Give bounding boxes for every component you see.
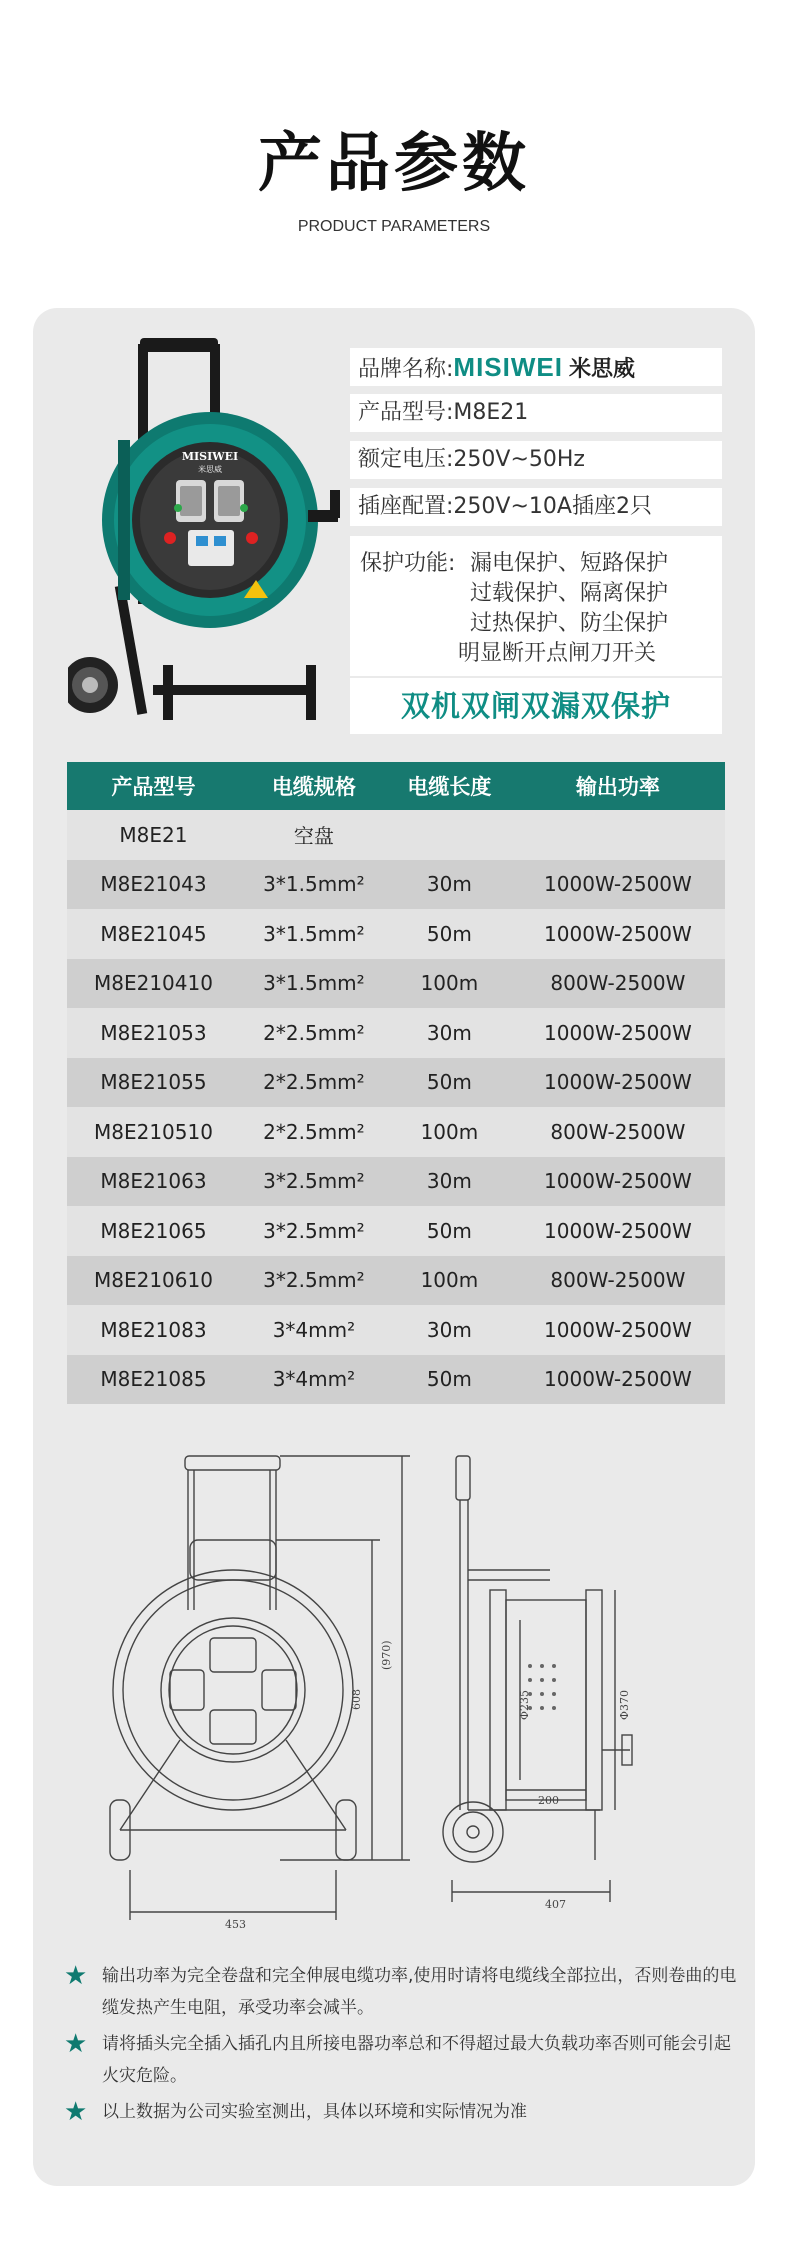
table-cell: 1000W-2500W — [511, 860, 725, 910]
reel-brand-cn: 米思威 — [198, 465, 222, 474]
spec-model-label: 产品型号: — [358, 400, 454, 425]
table-row — [67, 1256, 725, 1306]
table-cell: 800W-2500W — [511, 1256, 725, 1306]
spec-socket-value: 250V~10A插座2只 — [453, 494, 652, 519]
table-cell: 1000W-2500W — [511, 1058, 725, 1108]
table-cell: 30m — [388, 1157, 511, 1207]
table-cell: 2*2.5mm² — [240, 1008, 388, 1058]
table-cell: M8E21083 — [67, 1305, 240, 1355]
table-cell: 1000W-2500W — [511, 909, 725, 959]
table-cell: M8E21053 — [67, 1008, 240, 1058]
page-title: 产品参数 — [258, 127, 530, 201]
table-cell: 100m — [388, 1256, 511, 1306]
table-cell: 1000W-2500W — [511, 1305, 725, 1355]
spec-socket-label: 插座配置: — [358, 494, 454, 519]
table-row — [67, 860, 725, 910]
table-cell: M8E210410 — [67, 959, 240, 1009]
note-item — [62, 2096, 742, 2128]
table-cell: 2*2.5mm² — [240, 1107, 388, 1157]
note-item — [62, 2028, 742, 2092]
table-cell: 50m — [388, 909, 511, 959]
table-cell: M8E21043 — [67, 860, 240, 910]
table-cell: M8E21055 — [67, 1058, 240, 1108]
table-cell — [511, 810, 725, 860]
technical-drawing — [90, 1440, 710, 1940]
note-text: 请将插头完全插入插孔内且所接电器功率总和不得超过最大负载功率否则可能会引起火灾危险。 — [102, 2034, 731, 2086]
table-cell: 3*4mm² — [240, 1355, 388, 1405]
side-view-drawing — [443, 1456, 632, 1902]
protection-line-4: 明显断开点闸刀开关 — [458, 641, 657, 666]
spec-brand — [350, 348, 722, 386]
table-cell: M8E210610 — [67, 1256, 240, 1306]
table-cell — [388, 810, 511, 860]
protection-line-1: 漏电保护、短路保护 — [470, 551, 669, 576]
spec-voltage — [350, 441, 722, 479]
note-item — [62, 1960, 742, 2024]
table-cell: 50m — [388, 1355, 511, 1405]
brand-cn-name: 米思威 — [568, 357, 635, 382]
reel-brand: MISIWEI — [181, 450, 239, 463]
table-header-cell: 电缆长度 — [388, 762, 511, 810]
table-cell: M8E21065 — [67, 1206, 240, 1256]
table-cell: 3*1.5mm² — [240, 959, 388, 1009]
table-cell: 3*1.5mm² — [240, 909, 388, 959]
page-subtitle: PRODUCT PARAMETERS — [297, 218, 491, 235]
table-cell: 空盘 — [240, 810, 388, 860]
dim-width-front: 453 — [225, 1918, 246, 1931]
table-cell: 3*1.5mm² — [240, 860, 388, 910]
brand-logo: MISIWEI — [453, 352, 563, 382]
spec-voltage-label: 额定电压: — [358, 447, 454, 472]
table-cell: 30m — [388, 1305, 511, 1355]
spec-voltage-value: 250V~50Hz — [453, 447, 585, 472]
table-cell: 3*2.5mm² — [240, 1157, 388, 1207]
dim-height-total: (970) — [380, 1640, 393, 1670]
table-cell: 800W-2500W — [511, 959, 725, 1009]
star-icon: ★ — [64, 2029, 88, 2059]
spec-protection — [350, 536, 722, 676]
table-cell: 50m — [388, 1206, 511, 1256]
protection-line-2: 过载保护、隔离保护 — [470, 581, 669, 606]
dim-width-side: 407 — [545, 1898, 566, 1911]
table-cell: M8E21045 — [67, 909, 240, 959]
slogan: 双机双闸双漏双保护 — [350, 678, 722, 734]
table-row — [67, 1305, 725, 1355]
table-cell: M8E210510 — [67, 1107, 240, 1157]
table-header-cell: 输出功率 — [511, 762, 725, 810]
table-cell: 1000W-2500W — [511, 1008, 725, 1058]
table-row — [67, 959, 725, 1009]
table-row — [67, 810, 725, 860]
dim-height: 608 — [350, 1689, 363, 1710]
dim-inner-dia: Φ235 — [518, 1689, 531, 1720]
front-view-drawing — [110, 1456, 410, 1920]
star-icon: ★ — [64, 2097, 88, 2127]
table-cell: 3*4mm² — [240, 1305, 388, 1355]
table-row — [67, 909, 725, 959]
table-cell: 1000W-2500W — [511, 1206, 725, 1256]
table-header-cell: 电缆规格 — [240, 762, 388, 810]
note-text: 输出功率为完全卷盘和完全伸展电缆功率,使用时请将电缆线全部拉出，否则卷曲的电缆发热产生电阻，承受功率会减半。 — [102, 1966, 737, 2018]
table-cell: 100m — [388, 959, 511, 1009]
table-row — [67, 1206, 725, 1256]
table-row — [67, 1157, 725, 1207]
spec-brand-label: 品牌名称: — [358, 357, 454, 382]
table-cell: 1000W-2500W — [511, 1157, 725, 1207]
star-icon: ★ — [64, 1961, 88, 1991]
table-cell: 30m — [388, 1008, 511, 1058]
spec-protection-label: 保护功能: — [360, 551, 456, 576]
dim-outer-dia: Φ370 — [618, 1689, 631, 1720]
table-cell: 800W-2500W — [511, 1107, 725, 1157]
table-cell: 50m — [388, 1058, 511, 1108]
table-cell: 3*2.5mm² — [240, 1256, 388, 1306]
dim-depth: 200 — [538, 1794, 559, 1807]
notes — [62, 1960, 742, 2132]
table-row — [67, 1058, 725, 1108]
table-cell: M8E21085 — [67, 1355, 240, 1405]
table-cell: 3*2.5mm² — [240, 1206, 388, 1256]
note-text: 以上数据为公司实验室测出，具体以环境和实际情况为准 — [102, 2102, 527, 2122]
table-cell: M8E21 — [67, 810, 240, 860]
table-cell: 2*2.5mm² — [240, 1058, 388, 1108]
spec-model-value: M8E21 — [453, 400, 529, 425]
protection-line-3: 过热保护、防尘保护 — [470, 611, 669, 636]
table-cell: 100m — [388, 1107, 511, 1157]
product-image — [68, 330, 348, 730]
spec-socket — [350, 488, 722, 526]
table-row — [67, 1355, 725, 1405]
parameters-table — [67, 762, 725, 1404]
table-cell: 1000W-2500W — [511, 1355, 725, 1405]
table-cell: 30m — [388, 860, 511, 910]
spec-model — [350, 394, 722, 432]
vent-dots — [528, 1664, 556, 1710]
table-row — [67, 1008, 725, 1058]
table-cell: M8E21063 — [67, 1157, 240, 1207]
table-header-cell: 产品型号 — [67, 762, 240, 810]
table-row — [67, 1107, 725, 1157]
table-header-row — [67, 762, 725, 810]
